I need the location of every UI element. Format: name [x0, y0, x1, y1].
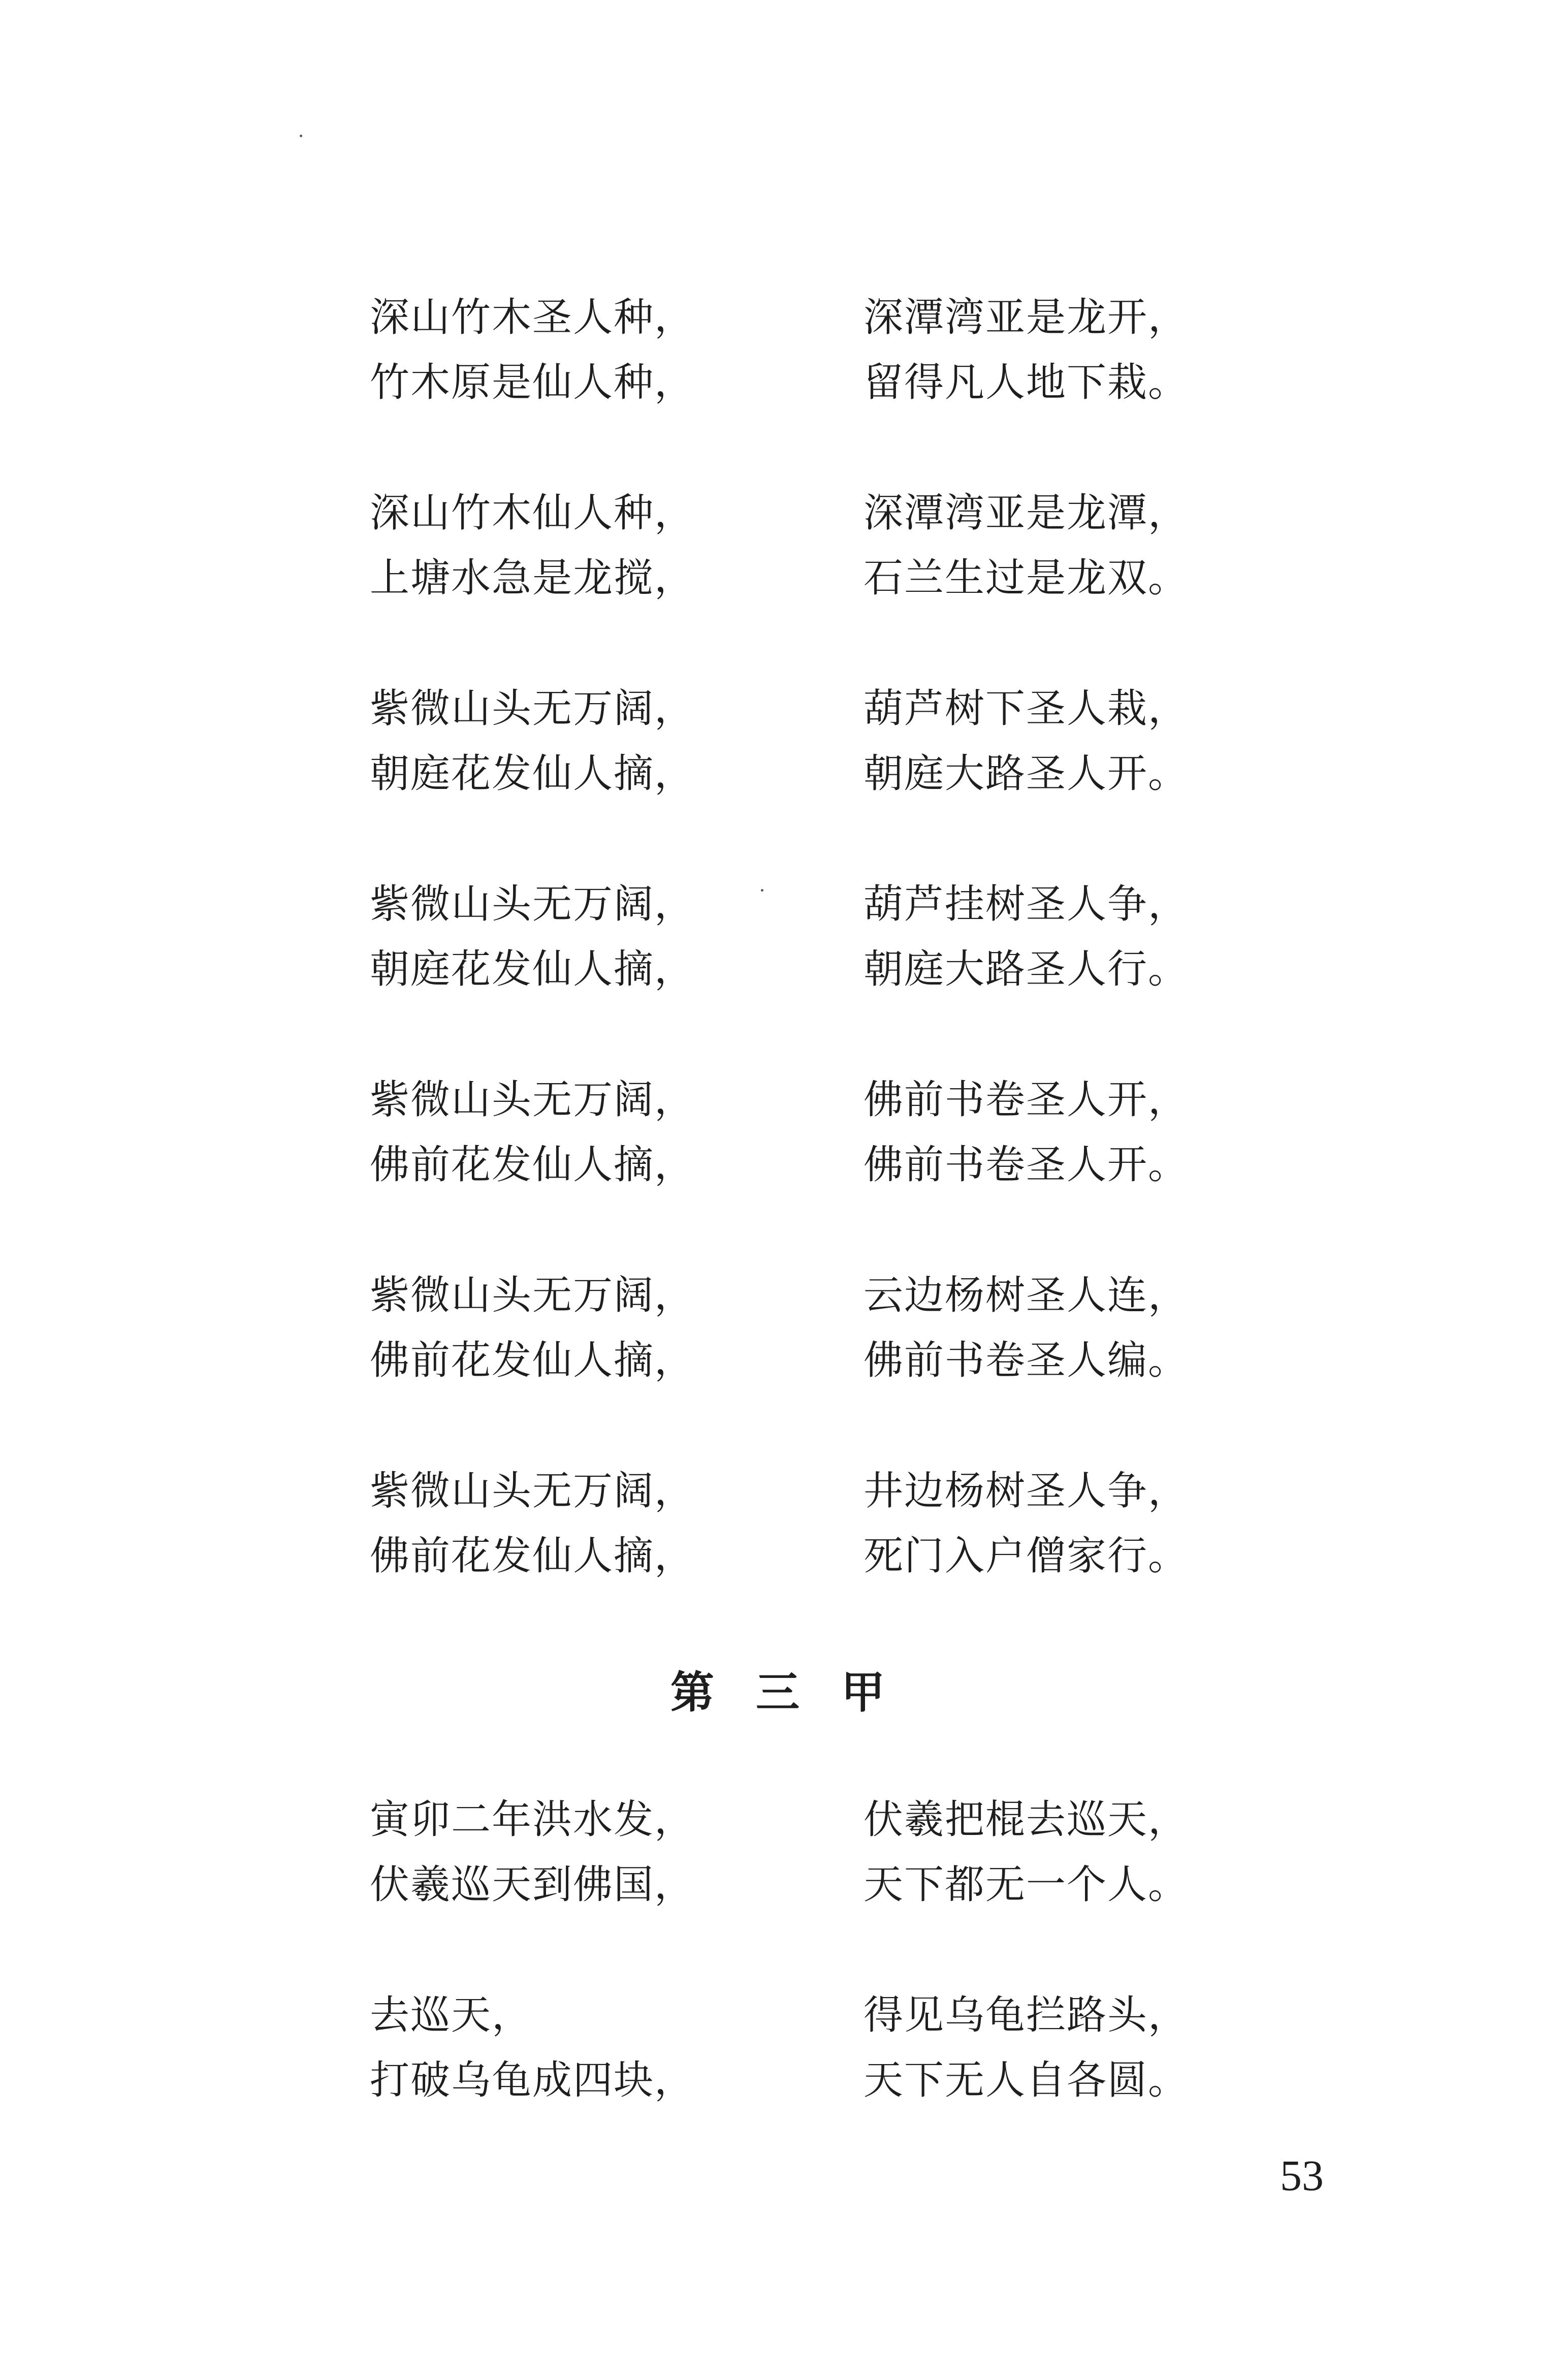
verse-line: 伏羲把棍去巡天， [863, 1797, 1189, 1843]
verse-line: 佛前花发仙人摘， [370, 1338, 695, 1383]
verse-line: 寅卯二年洪水发， [370, 1797, 695, 1843]
verse-line: 上塘水急是龙搅， [370, 555, 695, 601]
verse-line: 佛前书卷圣人编。 [863, 1338, 1189, 1383]
verse-line: 朝庭大路圣人开。 [863, 751, 1189, 797]
verse-line: 紫微山头无万阔， [370, 1468, 695, 1514]
verse-line: 得见乌龟拦路头， [863, 1992, 1189, 2038]
verse-line: 井边杨树圣人争， [863, 1468, 1189, 1514]
verse-line: 葫芦挂树圣人争， [863, 881, 1189, 927]
verse-line: 留得凡人地下栽。 [863, 360, 1189, 405]
verse-line: 死门入户僧家行。 [863, 1533, 1189, 1579]
verse-line: 天下都无一个人。 [863, 1862, 1189, 1908]
verse-line: 伏羲巡天到佛国， [370, 1862, 695, 1908]
section-title: 第三甲 [670, 1667, 926, 1718]
scan-speck [761, 889, 763, 892]
verse-line: 深潭湾亚是龙开， [863, 295, 1189, 340]
verse-line: 佛前书卷圣人开， [863, 1077, 1189, 1123]
verse-line: 紫微山头无万阔， [370, 881, 695, 927]
verse-line: 紫微山头无万阔， [370, 1077, 695, 1123]
verse-line: 深山竹木圣人种， [370, 295, 695, 340]
verse-line: 石兰生过是龙双。 [863, 555, 1189, 601]
verse-line: 葫芦树下圣人栽， [863, 686, 1189, 732]
verse-line: 朝庭花发仙人摘， [370, 946, 695, 992]
verse-line: 紫微山头无万阔， [370, 1273, 695, 1318]
scan-speck [300, 135, 302, 137]
verse-line: 竹木原是仙人种， [370, 360, 695, 405]
verse-line: 云边杨树圣人连， [863, 1273, 1189, 1318]
verse-line: 佛前书卷圣人开。 [863, 1142, 1189, 1188]
verse-line: 打破乌龟成四块， [370, 2057, 695, 2103]
verse-line: 朝庭大路圣人行。 [863, 946, 1189, 992]
verse-line: 紫微山头无万阔， [370, 686, 695, 732]
verse-line: 去巡天， [370, 1992, 533, 2038]
verse-line: 深潭湾亚是龙潭， [863, 490, 1189, 536]
verse-line: 佛前花发仙人摘， [370, 1533, 695, 1579]
verse-line: 朝庭花发仙人摘， [370, 751, 695, 797]
verse-line: 天下无人自各圆。 [863, 2057, 1189, 2103]
verse-line: 佛前花发仙人摘， [370, 1142, 695, 1188]
page-number: 53 [1280, 2151, 1324, 2200]
verse-line: 深山竹木仙人种， [370, 490, 695, 536]
